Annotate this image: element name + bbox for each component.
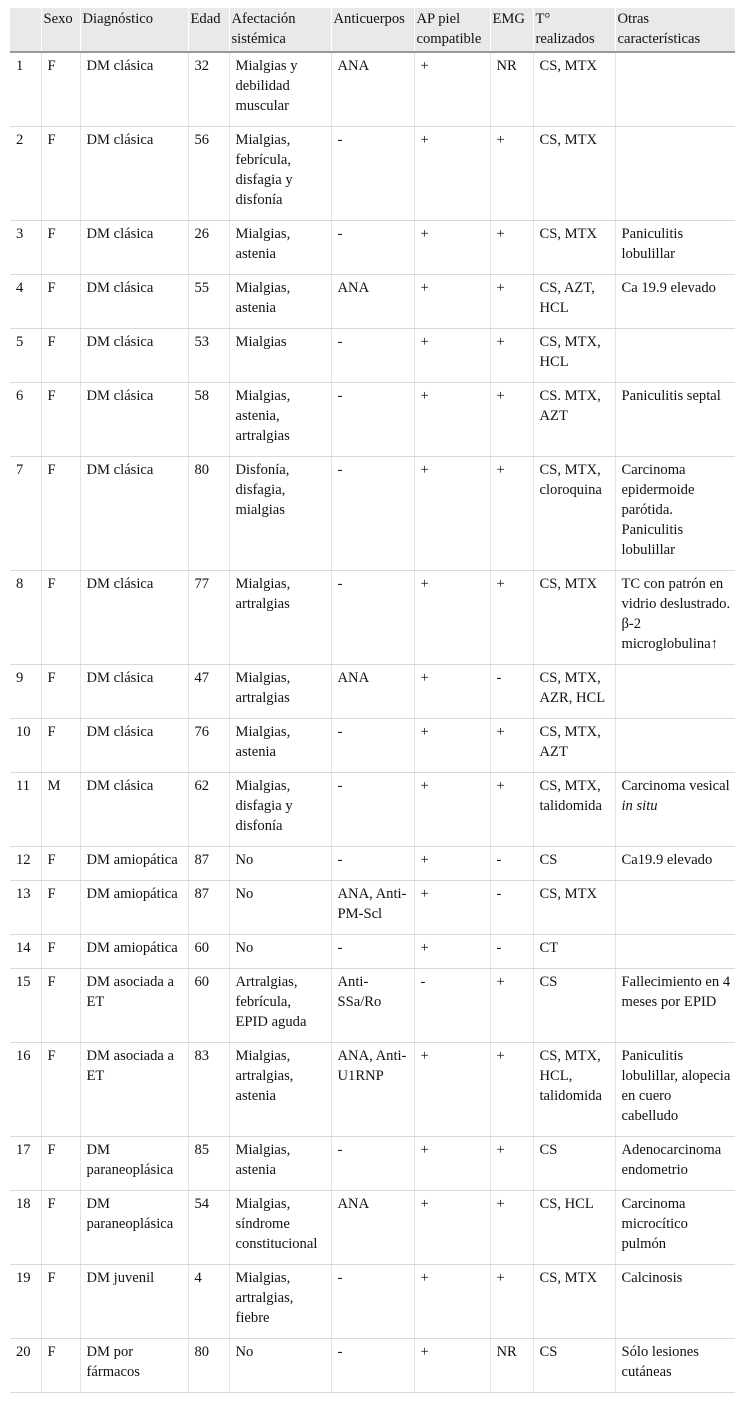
table-row [10,1043,735,1137]
cell-diagnostico: DM paraneoplásica [80,1191,188,1265]
cell-edad: 87 [188,881,229,935]
cell-sexo: F [41,1191,80,1265]
cell-edad: 85 [188,1137,229,1191]
cell-tratamientos: CS, MTX [533,881,615,935]
cell-edad: 80 [188,457,229,571]
cell-index: 19 [10,1265,41,1339]
header-sexo: Sexo [41,8,80,52]
cell-emg: NR [490,1339,533,1393]
cell-anticuerpos: - [331,221,414,275]
cell-tratamientos: CS, MTX [533,221,615,275]
cell-sexo: F [41,221,80,275]
cell-diagnostico: DM clásica [80,383,188,457]
cell-afectacion: Mialgias, astenia, artralgias [229,383,331,457]
cell-otras [615,127,735,221]
cell-diagnostico: DM asociada a ET [80,1043,188,1137]
header-tratamientos: T° realizados [533,8,615,52]
cell-otras: Sólo lesiones cutáneas [615,1339,735,1393]
cell-edad: 56 [188,127,229,221]
header-anticuerpos: Anticuerpos [331,8,414,52]
cell-afectacion: Artralgias, febrícula, EPID aguda [229,969,331,1043]
cell-anticuerpos: - [331,329,414,383]
cell-anticuerpos: - [331,1265,414,1339]
cell-index: 12 [10,847,41,881]
cell-otras: Paniculitis lobulillar, alopecia en cuero cabelludo [615,1043,735,1137]
cell-sexo: M [41,773,80,847]
cell-tratamientos: CS [533,1339,615,1393]
cell-emg: - [490,665,533,719]
cell-otras [615,935,735,969]
cell-anticuerpos: - [331,383,414,457]
cell-edad: 55 [188,275,229,329]
cell-tratamientos: CS, AZT, HCL [533,275,615,329]
cell-emg: + [490,571,533,665]
cell-sexo: F [41,935,80,969]
cell-otras: TC con patrón en vidrio deslustrado. β-2 microglobulina↑ [615,571,735,665]
cell-index: 20 [10,1339,41,1393]
cell-otras [615,719,735,773]
cell-afectacion: Mialgias, febrícula, disfagia y disfonía [229,127,331,221]
cell-ap-piel: + [414,457,490,571]
cell-emg: + [490,773,533,847]
cell-anticuerpos: - [331,457,414,571]
cell-sexo: F [41,1043,80,1137]
cell-emg: - [490,935,533,969]
cell-anticuerpos: ANA [331,52,414,127]
cell-edad: 4 [188,1265,229,1339]
cell-index: 13 [10,881,41,935]
table-row [10,1191,735,1265]
cell-otras-text: Carcinoma vesical [621,778,730,794]
cell-index: 5 [10,329,41,383]
cell-edad: 47 [188,665,229,719]
cell-emg: - [490,881,533,935]
cell-ap-piel: + [414,1137,490,1191]
cell-tratamientos: CS [533,1137,615,1191]
cell-afectacion: Mialgias, síndrome constitucional [229,1191,331,1265]
cell-index: 8 [10,571,41,665]
cell-emg: + [490,719,533,773]
cell-edad: 53 [188,329,229,383]
cell-index: 17 [10,1137,41,1191]
patients-table [10,8,735,1393]
table-row [10,275,735,329]
cell-afectacion: No [229,935,331,969]
cell-tratamientos: CS, HCL [533,1191,615,1265]
cell-afectacion: No [229,881,331,935]
cell-index: 14 [10,935,41,969]
cell-otras: Adenocarcinoma endometrio [615,1137,735,1191]
cell-afectacion: Mialgias, astenia [229,221,331,275]
cell-edad: 60 [188,969,229,1043]
cell-anticuerpos: - [331,847,414,881]
cell-edad: 60 [188,935,229,969]
table-row [10,1265,735,1339]
cell-index: 16 [10,1043,41,1137]
cell-otras: Ca 19.9 elevado [615,275,735,329]
cell-diagnostico: DM por fármacos [80,1339,188,1393]
table-row [10,1137,735,1191]
cell-ap-piel: + [414,221,490,275]
cell-anticuerpos: ANA [331,665,414,719]
cell-ap-piel: + [414,665,490,719]
table-row [10,52,735,127]
cell-index: 4 [10,275,41,329]
cell-tratamientos: CS, MTX, AZR, HCL [533,665,615,719]
cell-ap-piel: + [414,383,490,457]
table-body [10,52,735,1393]
cell-sexo: F [41,571,80,665]
cell-diagnostico: DM paraneoplásica [80,1137,188,1191]
cell-tratamientos: CS, MTX [533,1265,615,1339]
cell-emg: + [490,1043,533,1137]
cell-emg: + [490,383,533,457]
cell-edad: 80 [188,1339,229,1393]
cell-emg: + [490,127,533,221]
cell-diagnostico: DM asociada a ET [80,969,188,1043]
cell-anticuerpos: - [331,571,414,665]
header-edad: Edad [188,8,229,52]
cell-anticuerpos: - [331,719,414,773]
header-otras: Otras características [615,8,735,52]
cell-emg: + [490,329,533,383]
cell-edad: 62 [188,773,229,847]
cell-diagnostico: DM amiopática [80,935,188,969]
cell-anticuerpos: - [331,127,414,221]
cell-diagnostico: DM clásica [80,665,188,719]
table-row [10,383,735,457]
cell-otras-italic: in situ [621,798,658,814]
cell-edad: 26 [188,221,229,275]
cell-sexo: F [41,1265,80,1339]
cell-ap-piel: + [414,571,490,665]
cell-ap-piel: + [414,773,490,847]
cell-ap-piel: + [414,719,490,773]
table-row [10,773,735,847]
cell-tratamientos: CS. MTX, AZT [533,383,615,457]
cell-diagnostico: DM clásica [80,773,188,847]
cell-afectacion: Mialgias, artralgias, astenia [229,1043,331,1137]
cell-sexo: F [41,969,80,1043]
cell-diagnostico: DM clásica [80,571,188,665]
cell-emg: + [490,969,533,1043]
cell-ap-piel: + [414,1265,490,1339]
cell-sexo: F [41,457,80,571]
cell-sexo: F [41,329,80,383]
cell-anticuerpos: ANA, Anti-U1RNP [331,1043,414,1137]
cell-tratamientos: CS, MTX [533,571,615,665]
cell-otras [615,665,735,719]
cell-afectacion: Mialgias, astenia [229,1137,331,1191]
cell-diagnostico: DM amiopática [80,881,188,935]
cell-anticuerpos: Anti-SSa/Ro [331,969,414,1043]
cell-index: 1 [10,52,41,127]
cell-diagnostico: DM clásica [80,127,188,221]
cell-index: 10 [10,719,41,773]
cell-ap-piel: + [414,127,490,221]
cell-index: 7 [10,457,41,571]
cell-tratamientos: CS, MTX, HCL [533,329,615,383]
header-row [10,8,735,52]
cell-ap-piel: + [414,1043,490,1137]
cell-sexo: F [41,383,80,457]
header-index [10,8,41,52]
table-row [10,969,735,1043]
cell-tratamientos: CS, MTX, talidomida [533,773,615,847]
cell-otras: Calcinosis [615,1265,735,1339]
cell-otras: Carcinoma epidermoide parótida. Paniculitis lobulillar [615,457,735,571]
table-row [10,1339,735,1393]
table-header [10,8,735,52]
cell-ap-piel: + [414,52,490,127]
cell-tratamientos: CS, MTX, AZT [533,719,615,773]
cell-emg: + [490,1191,533,1265]
cell-emg: NR [490,52,533,127]
table-row [10,457,735,571]
cell-anticuerpos: - [331,935,414,969]
cell-sexo: F [41,275,80,329]
cell-otras: Ca19.9 elevado [615,847,735,881]
cell-ap-piel: + [414,1191,490,1265]
cell-otras: Fallecimiento en 4 meses por EPID [615,969,735,1043]
cell-anticuerpos: - [331,773,414,847]
cell-otras [615,773,735,847]
cell-ap-piel: + [414,847,490,881]
cell-index: 15 [10,969,41,1043]
header-afectacion: Afectación sistémica [229,8,331,52]
cell-afectacion: Mialgias, artralgias [229,571,331,665]
cell-sexo: F [41,881,80,935]
cell-edad: 58 [188,383,229,457]
table-row [10,935,735,969]
cell-diagnostico: DM clásica [80,275,188,329]
cell-afectacion: Mialgias, astenia [229,275,331,329]
cell-otras [615,881,735,935]
cell-index: 18 [10,1191,41,1265]
table-row [10,847,735,881]
cell-emg: - [490,847,533,881]
cell-index: 11 [10,773,41,847]
table-container [10,8,735,1393]
cell-sexo: F [41,1137,80,1191]
cell-sexo: F [41,719,80,773]
cell-ap-piel: - [414,969,490,1043]
cell-afectacion: No [229,847,331,881]
cell-edad: 87 [188,847,229,881]
cell-sexo: F [41,1339,80,1393]
cell-anticuerpos: ANA, Anti-PM-Scl [331,881,414,935]
cell-index: 6 [10,383,41,457]
cell-sexo: F [41,127,80,221]
header-ap-piel: AP piel compatible [414,8,490,52]
cell-tratamientos: CS, MTX [533,127,615,221]
cell-afectacion: No [229,1339,331,1393]
table-row [10,221,735,275]
cell-diagnostico: DM clásica [80,719,188,773]
cell-sexo: F [41,665,80,719]
header-diagnostico: Diagnóstico [80,8,188,52]
cell-diagnostico: DM clásica [80,221,188,275]
table-row [10,881,735,935]
cell-afectacion: Mialgias, artralgias, fiebre [229,1265,331,1339]
cell-otras [615,329,735,383]
cell-edad: 76 [188,719,229,773]
cell-anticuerpos: - [331,1339,414,1393]
cell-ap-piel: + [414,329,490,383]
cell-otras: Paniculitis lobulillar [615,221,735,275]
cell-index: 9 [10,665,41,719]
cell-otras [615,52,735,127]
cell-anticuerpos: ANA [331,275,414,329]
cell-edad: 83 [188,1043,229,1137]
cell-anticuerpos: ANA [331,1191,414,1265]
cell-afectacion: Mialgias, astenia [229,719,331,773]
cell-tratamientos: CS, MTX, HCL, talidomida [533,1043,615,1137]
cell-emg: + [490,1265,533,1339]
cell-otras: Carcinoma microcítico pulmón [615,1191,735,1265]
cell-anticuerpos: - [331,1137,414,1191]
cell-tratamientos: CT [533,935,615,969]
cell-emg: + [490,221,533,275]
cell-sexo: F [41,52,80,127]
table-row [10,329,735,383]
table-row [10,665,735,719]
cell-ap-piel: + [414,275,490,329]
cell-index: 3 [10,221,41,275]
cell-edad: 32 [188,52,229,127]
cell-tratamientos: CS [533,847,615,881]
cell-edad: 54 [188,1191,229,1265]
cell-diagnostico: DM clásica [80,329,188,383]
cell-ap-piel: + [414,1339,490,1393]
cell-emg: + [490,275,533,329]
cell-tratamientos: CS, MTX, cloroquina [533,457,615,571]
cell-afectacion: Mialgias, artralgias [229,665,331,719]
table-row [10,127,735,221]
cell-ap-piel: + [414,881,490,935]
cell-sexo: F [41,847,80,881]
cell-emg: + [490,1137,533,1191]
header-emg: EMG [490,8,533,52]
cell-diagnostico: DM clásica [80,52,188,127]
cell-diagnostico: DM clásica [80,457,188,571]
cell-afectacion: Disfonía, disfagia, mialgias [229,457,331,571]
table-row [10,719,735,773]
cell-edad: 77 [188,571,229,665]
cell-otras: Paniculitis septal [615,383,735,457]
cell-tratamientos: CS, MTX [533,52,615,127]
cell-ap-piel: + [414,935,490,969]
table-row [10,571,735,665]
cell-diagnostico: DM juvenil [80,1265,188,1339]
cell-afectacion: Mialgias y debilidad muscular [229,52,331,127]
cell-afectacion: Mialgias, disfagia y disfonía [229,773,331,847]
cell-afectacion: Mialgias [229,329,331,383]
cell-diagnostico: DM amiopática [80,847,188,881]
cell-tratamientos: CS [533,969,615,1043]
cell-emg: + [490,457,533,571]
cell-index: 2 [10,127,41,221]
